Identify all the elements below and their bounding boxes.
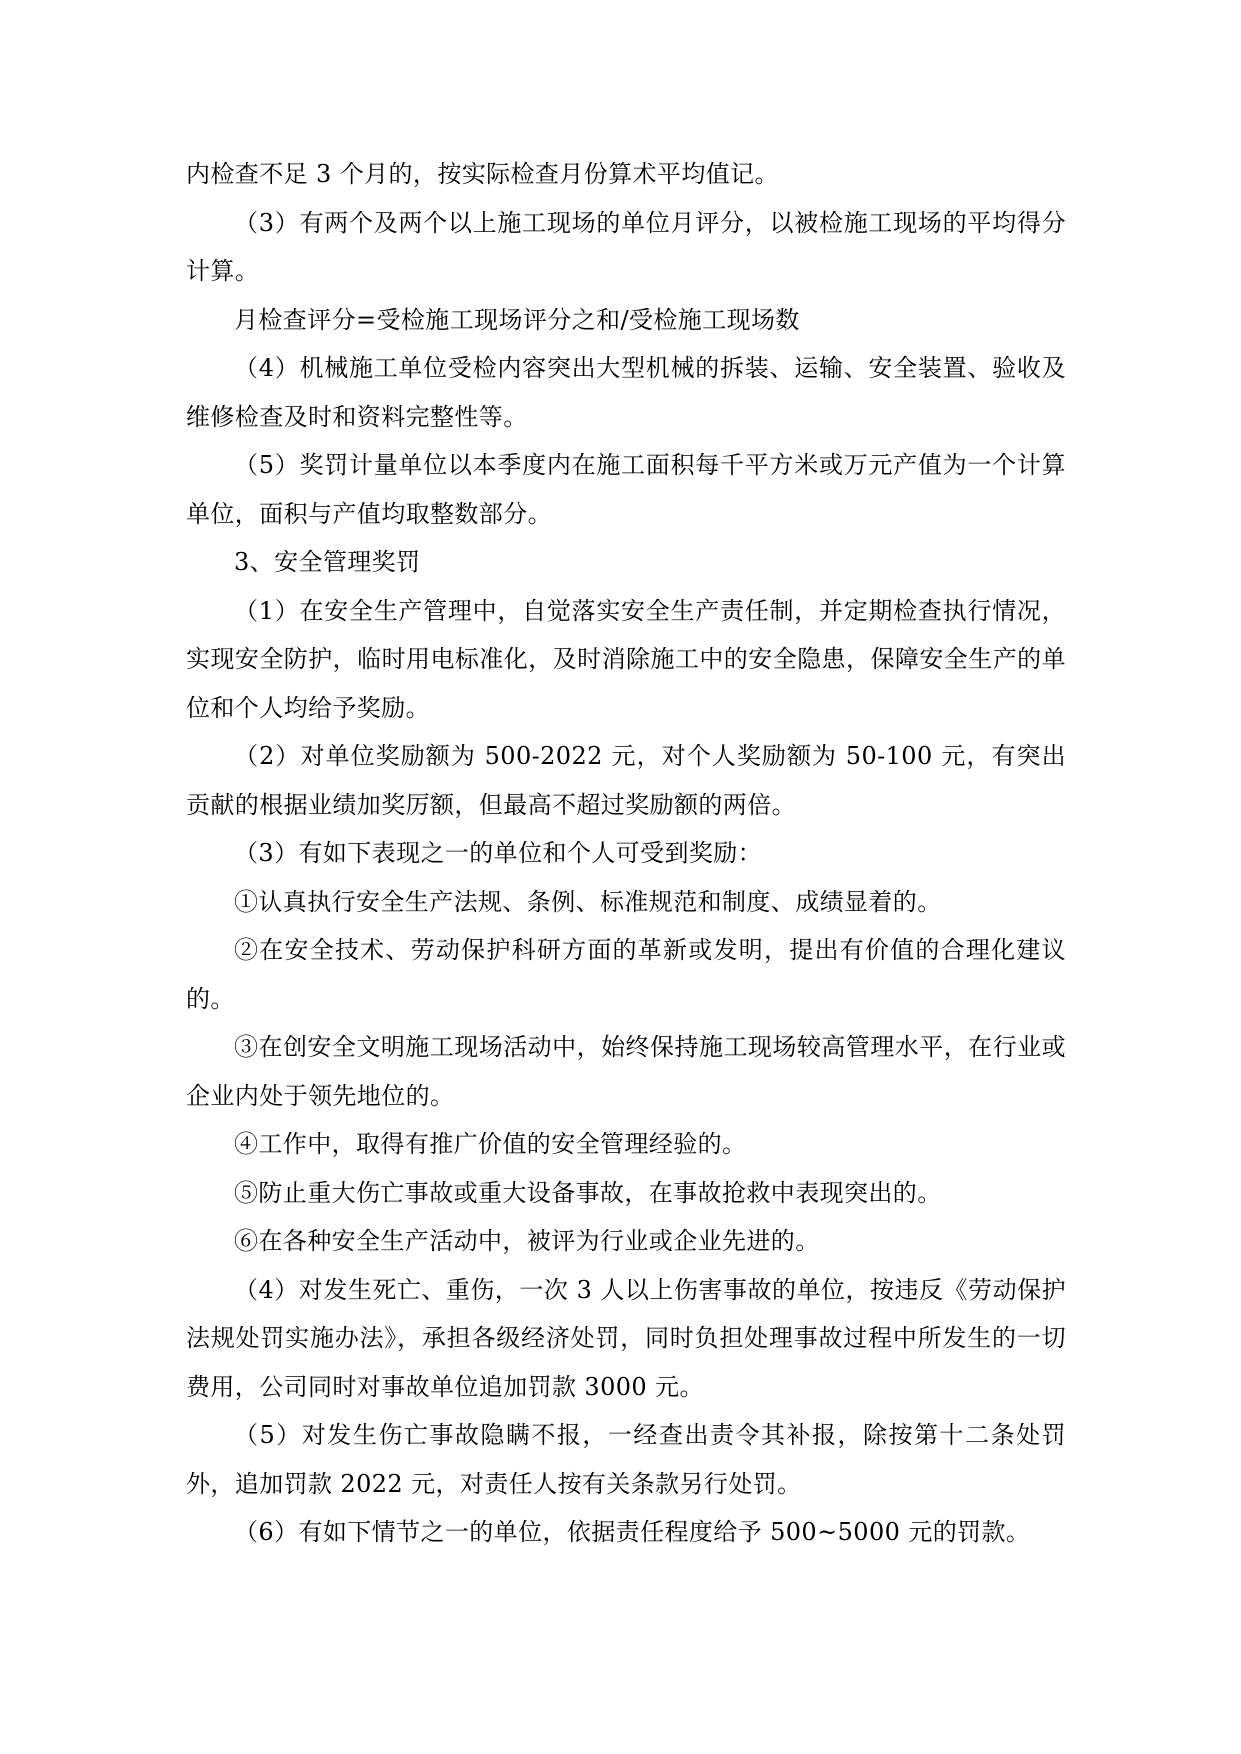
list-item-1: ①认真执行安全生产法规、条例、标准规范和制度、成绩显着的。 <box>234 887 942 916</box>
paragraph-continuation: 内检查不足 3 个月的，按实际检查月份算术平均值记。 <box>186 160 779 188</box>
paragraph-reward-2: （2）对单位奖励额为 500-2022 元，对个人奖励额为 50-100 元，有突出贡献的根据业绩加奖厉额，但最高不超过奖励额的两倍。 <box>186 742 1066 819</box>
paragraph-item-3-monthly-score: （3）有两个及两个以上施工现场的单位月评分，以被检施工现场的平均得分计算。 <box>186 208 1066 285</box>
paragraph-reward-1: （1）在安全生产管理中，自觉落实安全生产责任制，并定期检查执行情况，实现安全防护，临时用电标准化，及时消除施工中的安全隐患，保障安全生产的单位和个人均给予奖励。 <box>186 596 1066 722</box>
paragraph-penalty-4: （4）对发生死亡、重伤，一次 3 人以上伤害事故的单位，按违反《劳动保护法规处罚实施办法》，承担各级经济处罚，同时负担处理事故过程中所发生的一切费用，公司同时对事故单位追加罚款 3000 元。 <box>186 1275 1066 1401</box>
list-item-6: ⑥在各种安全生产活动中，被评为行业或企业先进的。 <box>234 1227 820 1255</box>
list-item-5: ⑤防止重大伤亡事故或重大设备事故，在事故抢救中表现突出的。 <box>234 1178 942 1207</box>
list-item-3: ③在创安全文明施工现场活动中，始终保持施工现场较高管理水平，在行业或企业内处于领先地位的。 <box>186 1033 1066 1110</box>
list-item-4: ④工作中，取得有推广价值的安全管理经验的。 <box>234 1130 747 1158</box>
paragraph-formula: 月检查评分=受检施工现场评分之和/受检施工现场数 <box>234 305 800 334</box>
paragraph-item-5-unit: （5）奖罚计量单位以本季度内在施工面积每千平方米或万元产值为一个计算单位，面积与产值均取整数部分。 <box>186 451 1066 528</box>
paragraph-item-4-machinery: （4）机械施工单位受检内容突出大型机械的拆装、运输、安全装置、验收及维修检查及时和资料完整性等。 <box>186 354 1066 431</box>
paragraph-penalty-5: （5）对发生伤亡事故隐瞒不报，一经查出责令其补报，除按第十二条处罚外，追加罚款 2022 元，对责任人按有关条款另行处罚。 <box>186 1421 1066 1498</box>
paragraph-penalty-6: （6）有如下情节之一的单位，依据责任程度给予 500~5000 元的罚款。 <box>234 1518 1031 1546</box>
paragraph-reward-3: （3）有如下表现之一的单位和个人可受到奖励： <box>234 839 763 867</box>
document-body <box>186 150 1066 1557</box>
list-item-2: ②在安全技术、劳动保护科研方面的革新或发明，提出有价值的合理化建议的。 <box>186 936 1066 1013</box>
section-heading-safety-rewards: 3、安全管理奖罚 <box>234 548 421 576</box>
